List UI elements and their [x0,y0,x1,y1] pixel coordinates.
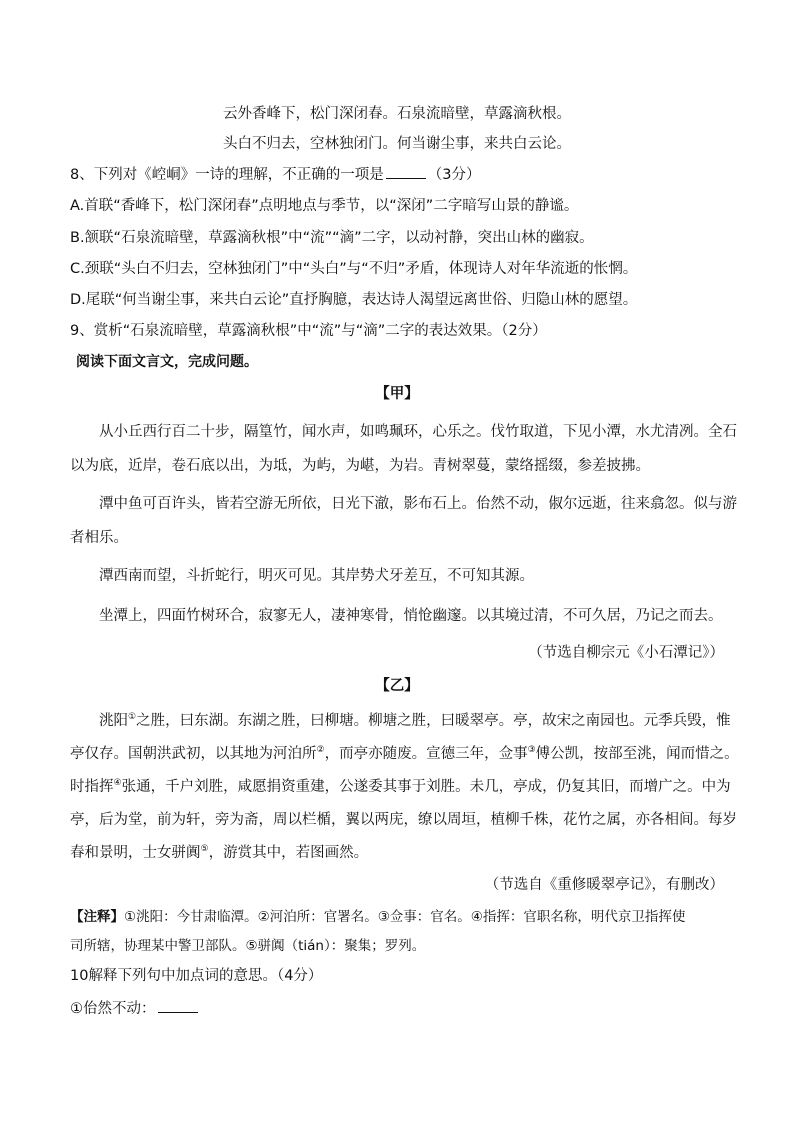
jia-paragraph-3: 潭西南而望，斗折蛇行，明灭可见。其岸势犬牙差互，不可知其源。 [99,568,534,584]
yi-text: 春和景明，士女骈阗 [70,845,201,861]
item-1-text: ①佁然不动： [70,1001,156,1017]
yi-line-3 [70,777,731,797]
option-d: D.尾联“何当谢尘事，来共白云论”直抒胸臆，表达诗人渴望远离世俗、归隐山林的愿望。 [70,292,638,308]
jia-paragraph-1-line-1: 从小丘西行百二十步，隔篁竹，闻水声，如鸣珮环，心乐之。伐竹取道，下见小潭，水尤清冽。全石 [99,424,737,440]
reading-instruction: 阅读下面文言文，完成问题。 [76,354,258,370]
question-8-text: 8、下列对《崆峒》一诗的理解，不正确的一项是 [70,167,384,183]
yi-text: ，游赏其中，若图画然。 [208,845,369,861]
yi-text: 张通，千户刘胜，咸愿捐资重建，公遂委其事于刘胜。未几，亭成，仍复其旧，而增广之。中为 [121,779,731,795]
question-10-item-1 [70,998,200,1019]
footnote-marker: ⑤ [200,844,209,855]
option-b: B.颔联“石泉流暗壁，草露滴秋根”中“流”“滴”二字，以动衬静，突出山林的幽寂。 [70,230,594,246]
footnote-marker: ② [316,745,325,756]
notes-line-2: 司所辖，协理某中警卫部队。⑤骈阗（tián）：聚集；罗列。 [70,938,426,954]
jia-paragraph-2-line-2: 者相乐。 [70,530,128,546]
notes-text: ①洮阳：今甘肃临潭。②河泊所：官署名。③佥事：官名。④指挥：官职名称，明代京卫指挥使 [124,909,686,925]
yi-text: 傅公凯，按部至洮，闻而惜之。 [535,746,739,762]
question-8-stem [70,164,480,185]
passage-jia-heading: 【甲】 [375,386,419,402]
poem-line-1: 云外香峰下，松门深闭春。石泉流暗壁，草露滴秋根。 [223,106,571,122]
footnote-marker: ① [128,712,137,723]
passage-yi-heading: 【乙】 [375,678,419,694]
yi-text: 时指挥 [70,779,114,795]
yi-line-2 [70,744,739,764]
yi-source: （节选自《重修暖翠亭记》，有删改） [484,877,724,893]
footnote-marker: ④ [113,778,122,789]
notes-label: 【注释】 [70,909,124,925]
notes-line-1 [70,907,685,927]
question-9: 9、赏析“石泉流暗壁，草露滴秋根”中“流”与“滴”二字的表达效果。（2分） [70,323,547,339]
yi-text: ，而亭亦随废。宣德三年，佥事 [324,746,528,762]
option-a: A.首联“香峰下，松门深闭春”点明地点与季节，以“深闭”二字暗写山景的静谧。 [70,198,579,214]
yi-line-4: 亭，后为堂，前为轩，旁为斋，周以栏楯，翼以两庑，缭以周垣，植柳千株，花竹之属，亦各相间。每岁 [70,812,737,828]
yi-text: 洮阳 [99,713,128,729]
jia-paragraph-4: 坐潭上，四面竹树环合，寂寥无人，凄神寒骨，悄怆幽邃。以其境过清，不可久居，乃记之而去。 [99,608,723,624]
yi-text: 亭仅存。国朝洪武初，以其地为河泊所 [70,746,317,762]
question-8-score: （3分） [427,167,481,183]
option-c: C.颈联“头白不归去，空林独闭门”中“头白”与“不归”矛盾，体现诗人对年华流逝的怅惘。 [70,261,638,277]
jia-source: （节选自柳宗元《小石潭记》） [528,645,724,661]
question-10: 10解释下列句中加点词的意思。（4分） [70,968,323,984]
answer-blank[interactable] [386,164,426,179]
yi-text: 之胜，曰东湖。东湖之胜，曰柳塘。柳塘之胜，曰暖翠亭。亭，故宋之南园也。元季兵毁，惟 [136,713,731,729]
jia-paragraph-1-line-2: 以为底，近岸，卷石底以出，为坻，为屿，为嵁，为岩。青树翠蔓，蒙络摇缀，参差披拂。 [70,458,650,474]
poem-line-2: 头白不归去，空林独闭门。何当谢尘事，来共白云论。 [223,136,571,152]
yi-line-5 [70,843,368,863]
jia-paragraph-2-line-1: 潭中鱼可百许头，皆若空游无所依，日光下澈，影布石上。佁然不动，俶尔远逝，往来翕忽。似与游 [99,496,737,512]
yi-line-1 [99,711,731,731]
footnote-marker: ③ [527,745,536,756]
answer-blank[interactable] [158,998,198,1013]
